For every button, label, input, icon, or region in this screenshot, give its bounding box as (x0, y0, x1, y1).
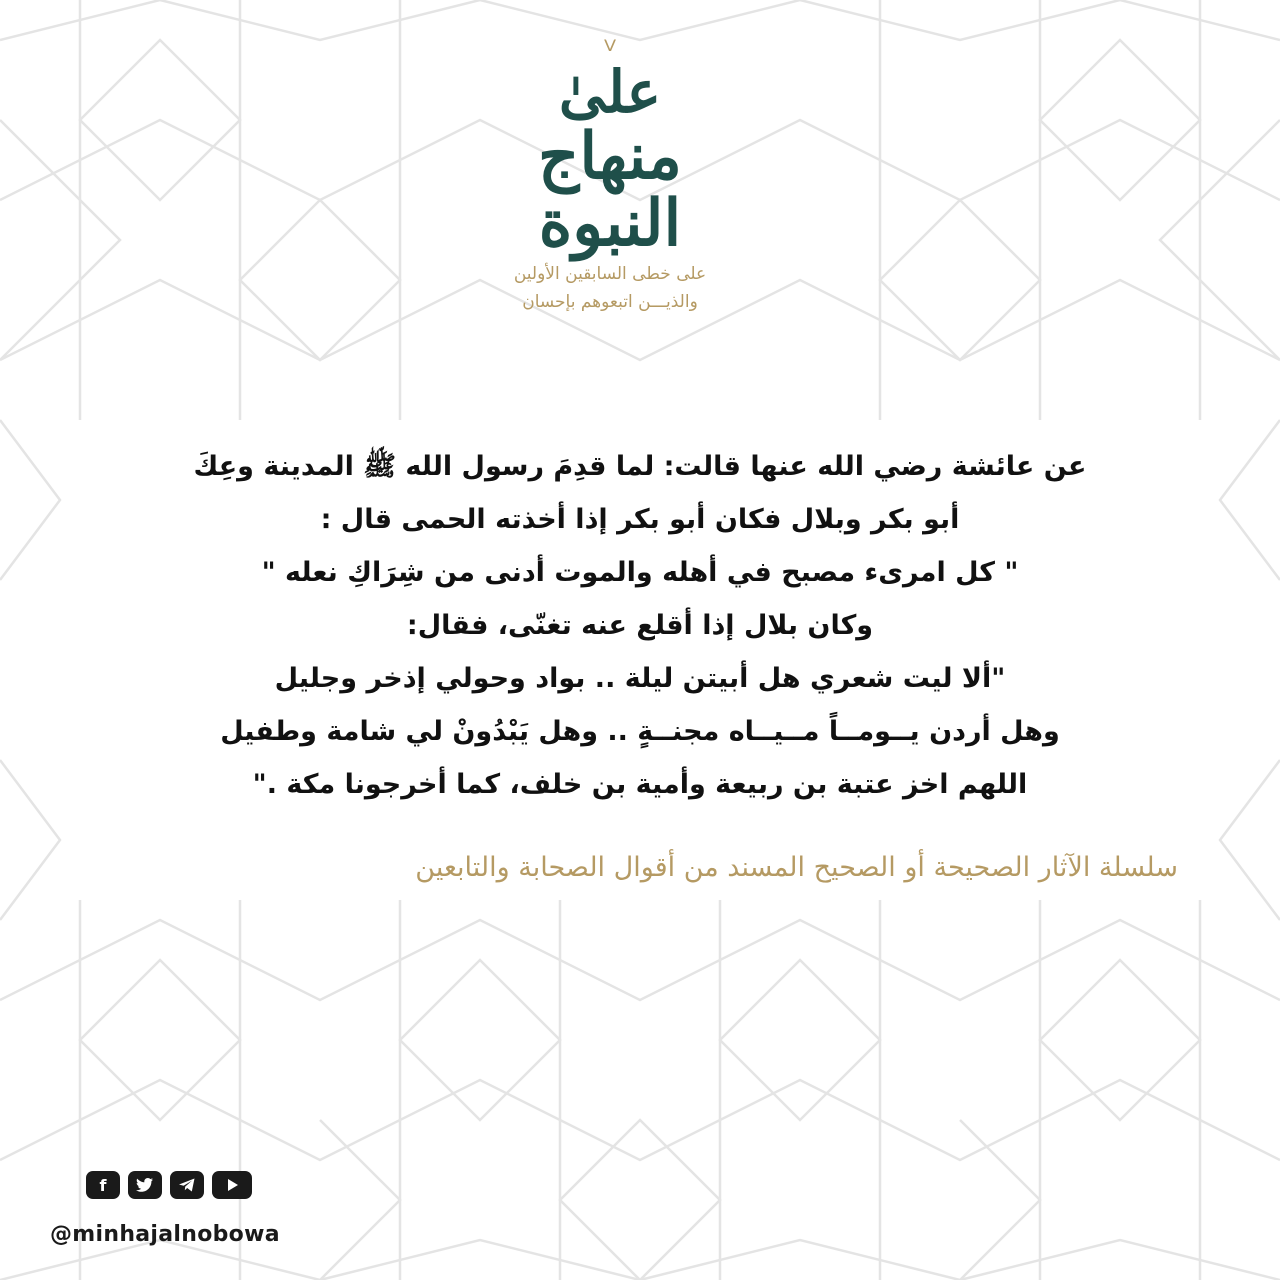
hadith-line: اللهم اخز عتبة بن ربيعة وأمية بن خلف، كما أخرجونا مكة ." (252, 769, 1028, 800)
hadith-line: وكان بلال إذا أقلع عنه تغنّى، فقال: (406, 610, 874, 641)
logo-ornament: ⱽ (603, 34, 617, 67)
hadith-line: أبو بكر وبلال فكان أبو بكر إذا أخذته الحمى قال : (320, 504, 960, 535)
youtube-icon[interactable] (212, 1171, 252, 1199)
social-handle[interactable]: @minhajalnobowa (50, 1222, 280, 1247)
hadith-line: " كل امرىء مصبح في أهله والموت أدنى من شِرَاكِ نعله " (261, 557, 1019, 588)
social-icons (86, 1168, 252, 1202)
logo-tagline-line2: والذيـــن اتبعوهم بإحسان (522, 292, 698, 313)
hadith-line: "ألا ليت شعري هل أبيتن ليلة .. بواد وحولي إذخر وجليل (274, 663, 1006, 694)
hadith-line: وهل أردن يــومــاً مــيــاه مجنــةٍ .. وهل يَبْدُونْ لي شامة وطفيل (220, 716, 1060, 747)
facebook-icon[interactable]: f (86, 1171, 120, 1199)
logo-title-line1: علىٰ (558, 58, 662, 126)
logo-title-line2: منهاج (538, 118, 682, 194)
twitter-icon[interactable] (128, 1171, 162, 1199)
brand-logo (490, 34, 730, 400)
logo-tagline-line1: على خطى السابقين الأولين (513, 264, 707, 285)
logo-title-line3: النبوة (538, 186, 682, 262)
telegram-icon[interactable] (170, 1171, 204, 1199)
source-reference: سلسلة الآثار الصحيحة أو الصحيح المسند من أقوال الصحابة والتابعين (415, 852, 1178, 883)
hadith-line: عن عائشة رضي الله عنها قالت: لما قدِمَ رسول الله ﷺ المدينة وعِكَ (193, 451, 1087, 482)
hadith-text (100, 440, 1180, 811)
